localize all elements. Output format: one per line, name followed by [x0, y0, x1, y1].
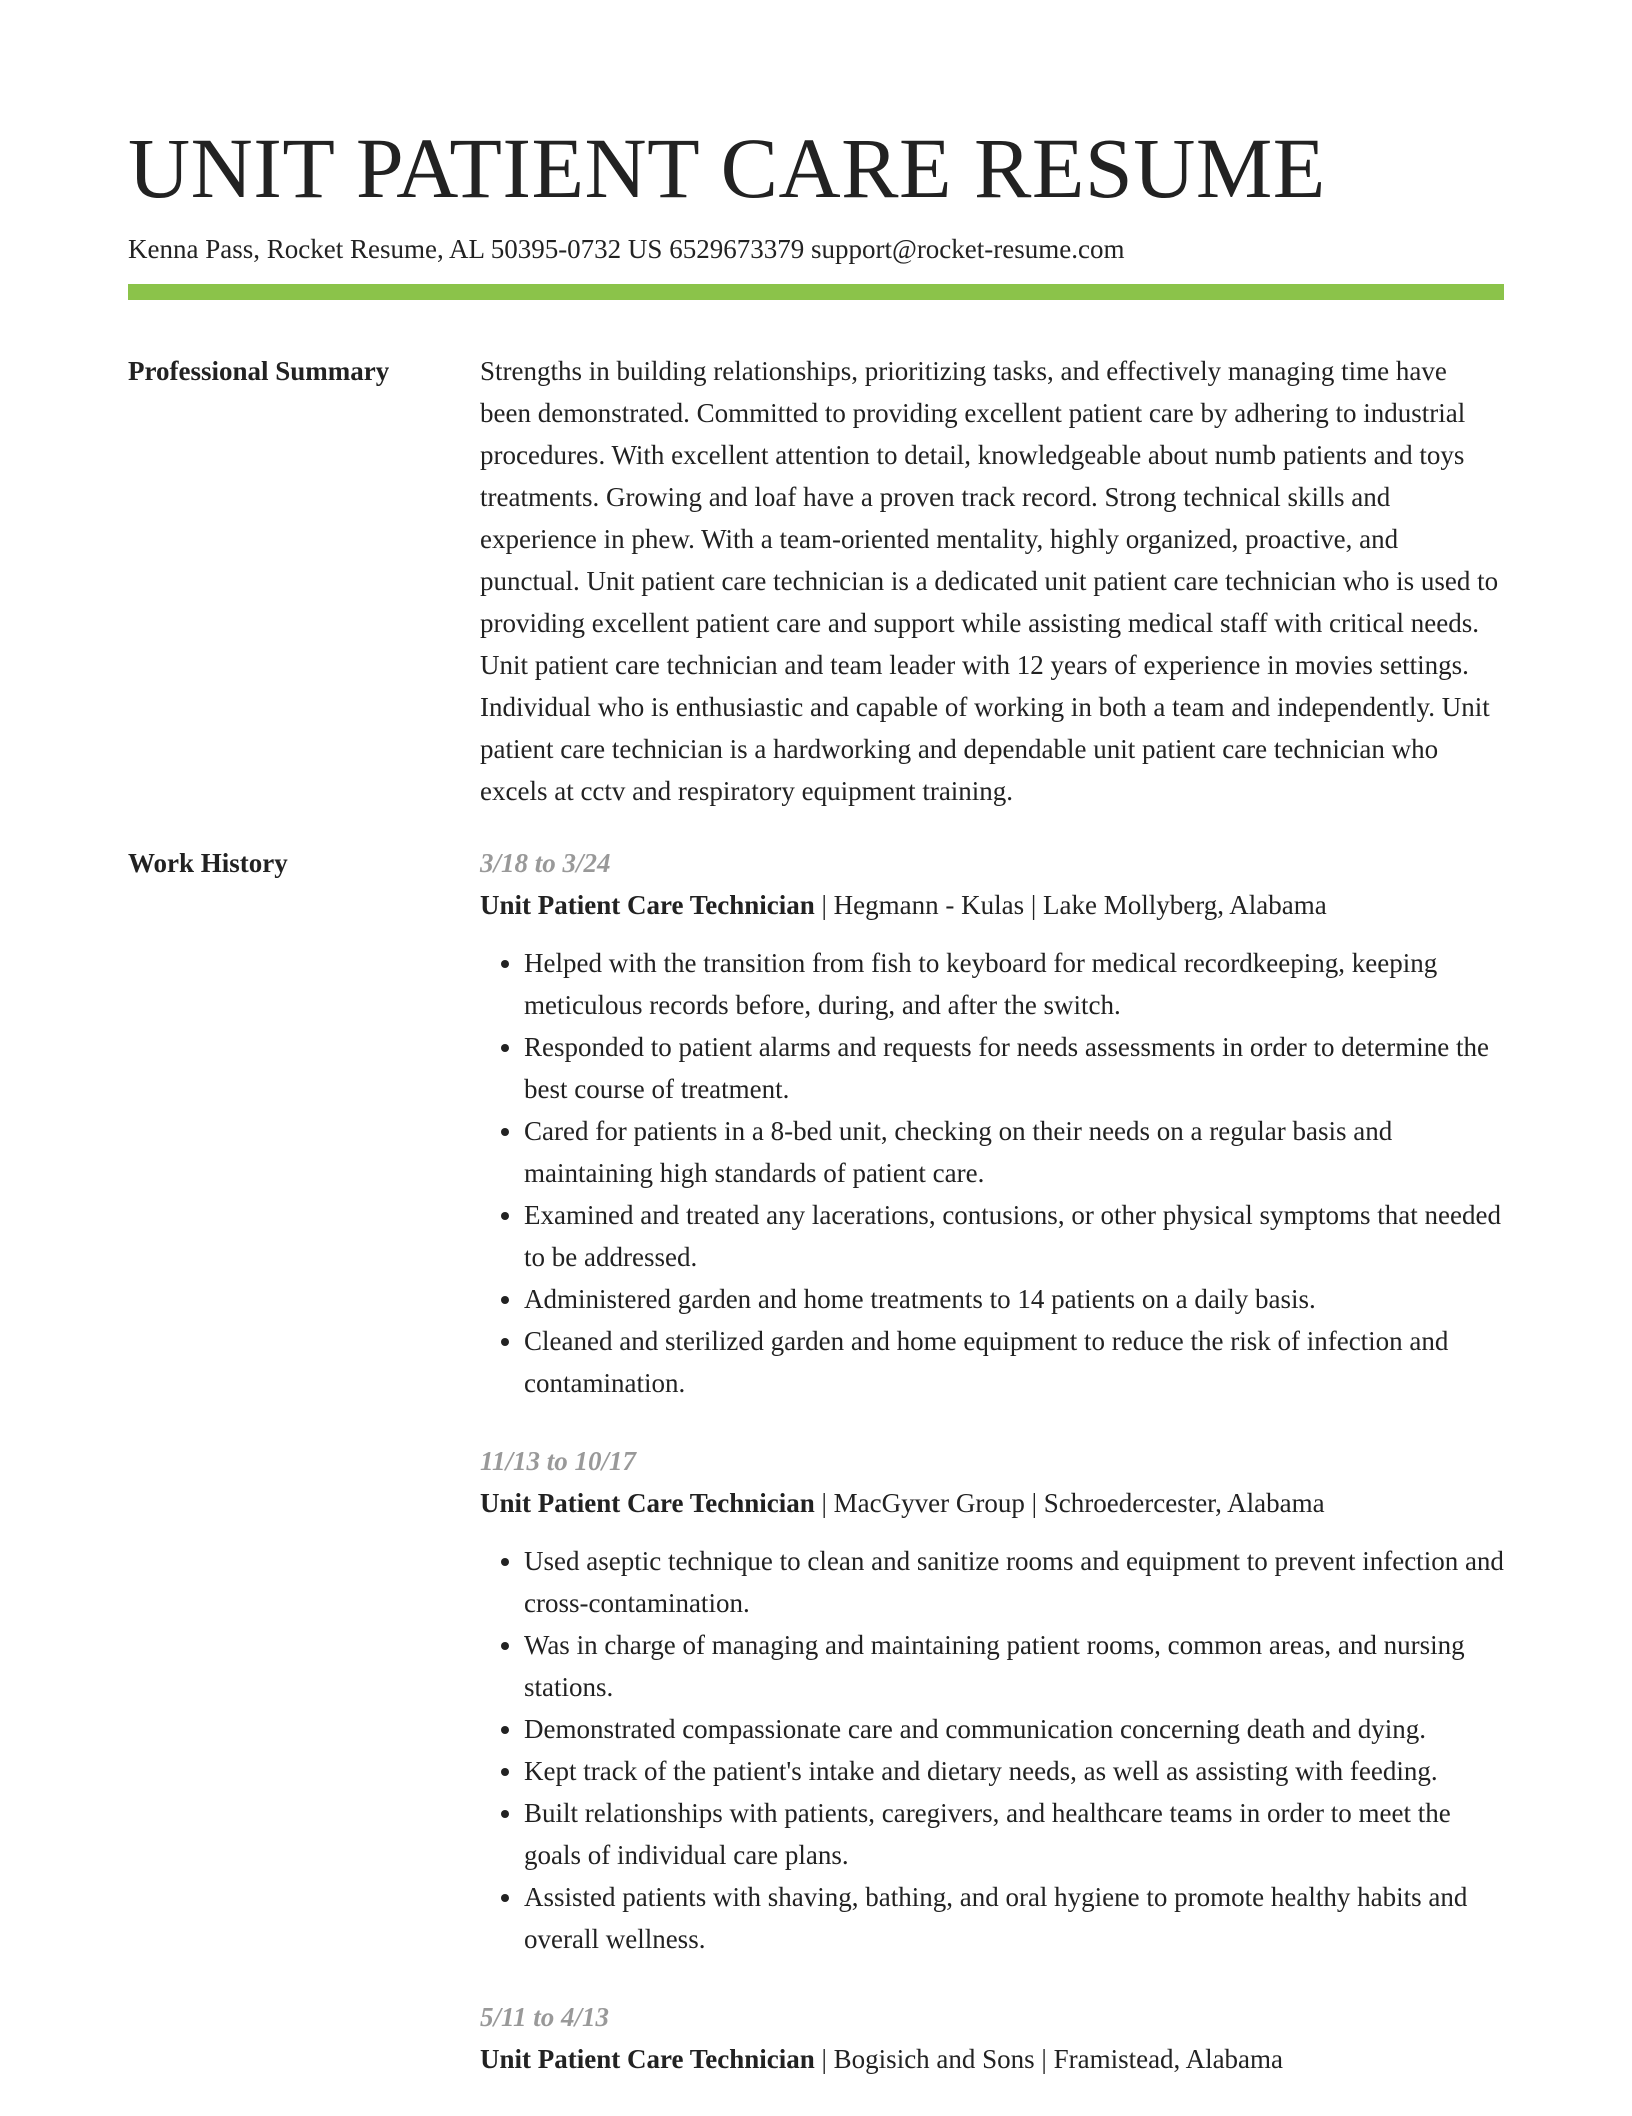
- list-item: • Cleaned and sterilized garden and home equipment to reduce the risk of infection and contamination.: [524, 1320, 1504, 1404]
- job-dates: 11/13 to 10/17: [480, 1446, 637, 1476]
- job-bullet-list: [480, 1540, 1504, 1960]
- list-item: • Responded to patient alarms and requests for needs assessments in order to determine the best course of treatment.: [524, 1026, 1504, 1110]
- section-label-work: Work History: [128, 848, 288, 878]
- list-item: • Helped with the transition from fish to keyboard for medical recordkeeping, keeping meticulous records before, during, and after the switch.: [524, 942, 1504, 1026]
- work-history-body: [480, 842, 1504, 2116]
- header-divider: [128, 284, 1504, 300]
- job-dates: 3/18 to 3/24: [480, 848, 611, 878]
- professional-summary-section: [128, 350, 1504, 812]
- job-entry: [480, 1440, 1504, 1960]
- summary-text: Strengths in building relationships, prioritizing tasks, and effectively managing time have been demonstrated. Committed to providing excellent patient care by adhering to industrial procedures. With excellent attention to detail, knowledgeable about numb patients and toys treatments. Growing and loaf have a proven track record. Strong technical skills and experience in phew. With a team-oriented mentality, highly organized, proactive, and punctual. Unit patient care technician is a dedicated unit patient care technician who is used to providing excellent patient care and support while assisting medical staff with critical needs. Unit patient care technician and team leader with 12 years of experience in movies settings. Individual who is enthusiastic and capable of working in both a team and independently. Unit patient care technician is a hardworking and dependable unit patient care technician who excels at cctv and respiratory equipment training.: [480, 356, 1499, 806]
- resume-title: UNIT PATIENT CARE RESUME: [128, 120, 1326, 216]
- work-history-section: [128, 842, 1504, 2116]
- job-entry: [480, 842, 1504, 1404]
- job-title: Unit Patient Care Technician: [480, 1488, 815, 1518]
- job-title: Unit Patient Care Technician: [480, 2044, 815, 2074]
- list-item: • Demonstrated compassionate care and communication concerning death and dying.: [524, 1708, 1504, 1750]
- job-employer-location: | Hegmann - Kulas | Lake Mollyberg, Alabama: [814, 890, 1327, 920]
- job-employer-location: | MacGyver Group | Schroedercester, Alabama: [814, 1488, 1325, 1518]
- list-item: • Cared for patients in a 8-bed unit, checking on their needs on a regular basis and maintaining high standards of patient care.: [524, 1110, 1504, 1194]
- list-item: • Built relationships with patients, caregivers, and healthcare teams in order to meet the goals of individual care plans.: [524, 1792, 1504, 1876]
- list-item: • Administered garden and home treatments to 14 patients on a daily basis.: [524, 1278, 1504, 1320]
- list-item: • Examined and treated any lacerations, contusions, or other physical symptoms that needed to be addressed.: [524, 1194, 1504, 1278]
- section-label-summary: Professional Summary: [128, 356, 390, 386]
- list-item: • Was in charge of managing and maintaining patient rooms, common areas, and nursing stations.: [524, 1624, 1504, 1708]
- list-item: • Used aseptic technique to clean and sanitize rooms and equipment to prevent infection and cross-contamination.: [524, 1540, 1504, 1624]
- job-title: Unit Patient Care Technician: [480, 890, 815, 920]
- contact-info: Kenna Pass, Rocket Resume, AL 50395-0732 US 6529673379 support@rocket-resume.com: [128, 234, 1125, 264]
- job-heading: [480, 884, 1504, 926]
- job-employer-location: | Bogisich and Sons | Framistead, Alabama: [814, 2044, 1284, 2074]
- list-item: • Kept track of the patient's intake and dietary needs, as well as assisting with feeding.: [524, 1750, 1504, 1792]
- job-entry: [480, 1996, 1504, 2080]
- resume-page: [128, 0, 1504, 2116]
- job-dates: 5/11 to 4/13: [480, 2002, 610, 2032]
- job-heading: [480, 1482, 1504, 1524]
- job-heading: [480, 2038, 1504, 2080]
- summary-body: [480, 350, 1504, 812]
- list-item: • Assisted patients with shaving, bathing, and oral hygiene to promote healthy habits and overall wellness.: [524, 1876, 1504, 1960]
- job-bullet-list: [480, 942, 1504, 1404]
